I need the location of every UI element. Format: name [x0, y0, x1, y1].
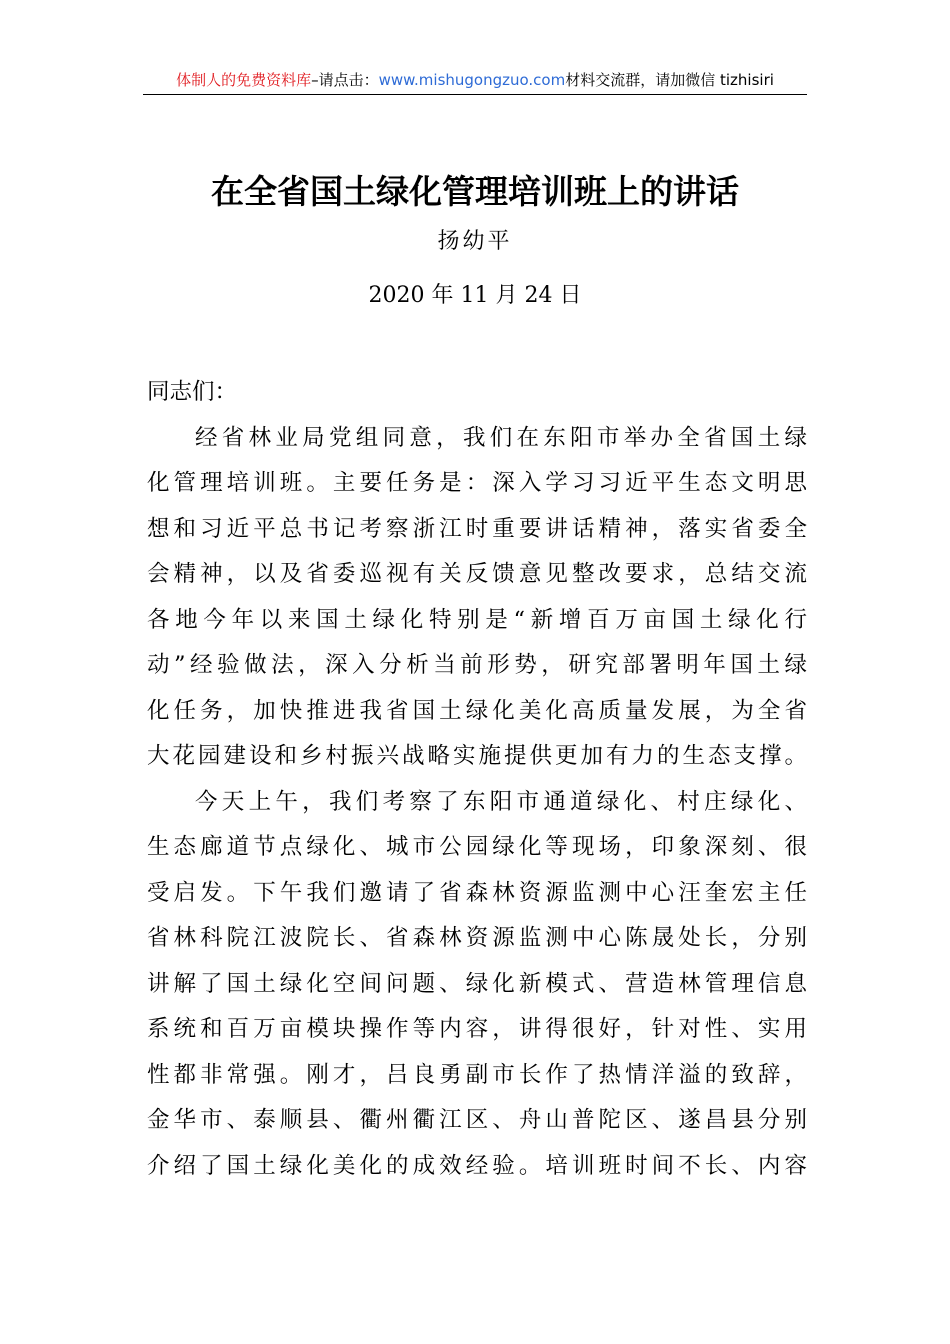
salutation: 同志们：: [147, 379, 238, 405]
body-line: 生态廊道节点绿化、城市公园绿化等现场，印象深刻、很: [147, 834, 807, 860]
body-line: 受启发。下午我们邀请了省森林资源监测中心汪奎宏主任: [147, 879, 807, 906]
document-title: 在全省国土绿化管理培训班上的讲话: [211, 172, 739, 211]
header-brand: 体制人的免费资料库: [176, 71, 312, 89]
document-date: 2020 年 11 月 24 日: [368, 283, 582, 308]
body-line: 省林科院江波院长、省森林资源监测中心陈晟处长，分别: [147, 925, 807, 951]
body-line: 性都非常强。刚才，吕良勇副市长作了热情洋溢的致辞，: [147, 1061, 807, 1088]
body-line: 今天上午，我们考察了东阳市通道绿化、村庄绿化、: [195, 788, 807, 815]
header-url-link[interactable]: www.mishugongzuo.com: [378, 71, 566, 89]
header-click-prompt: –请点击：: [311, 71, 379, 89]
body-line: 经省林业局党组同意，我们在东阳市举办全省国土绿: [195, 424, 807, 451]
body-line: 金华市、泰顺县、衢州衢江区、舟山普陀区、遂昌县分别: [147, 1107, 807, 1133]
body-line: 讲解了国土绿化空间问题、绿化新模式、营造林管理信息: [147, 970, 807, 997]
body-line: 化管理培训班。主要任务是：深入学习习近平生态文明思: [147, 470, 807, 496]
page-header: [143, 66, 807, 95]
document-body: [147, 370, 807, 1189]
body-line: 系统和百万亩模块操作等内容，讲得很好，针对性、实用: [147, 1016, 807, 1042]
body-line: 动”经验做法，深入分析当前形势，研究部署明年国土绿: [147, 652, 807, 678]
header-wechat-note: 材料交流群，请加微信 tizhisiri: [565, 71, 774, 89]
body-line: 介绍了国土绿化美化的成效经验。培训班时间不长、内容: [147, 1152, 807, 1179]
body-line: 化任务，加快推进我省国土绿化美化高质量发展，为全省: [147, 697, 807, 724]
body-line: 会精神，以及省委巡视有关反馈意见整改要求，总结交流: [147, 561, 807, 587]
body-line: 大花园建设和乡村振兴战略实施提供更加有力的生态支撑。: [147, 743, 807, 769]
body-line: 各地今年以来国土绿化特别是“新增百万亩国土绿化行: [147, 606, 807, 633]
body-line: 想和习近平总书记考察浙江时重要讲话精神，落实省委全: [147, 515, 807, 542]
document-author: 扬幼平: [437, 229, 513, 254]
